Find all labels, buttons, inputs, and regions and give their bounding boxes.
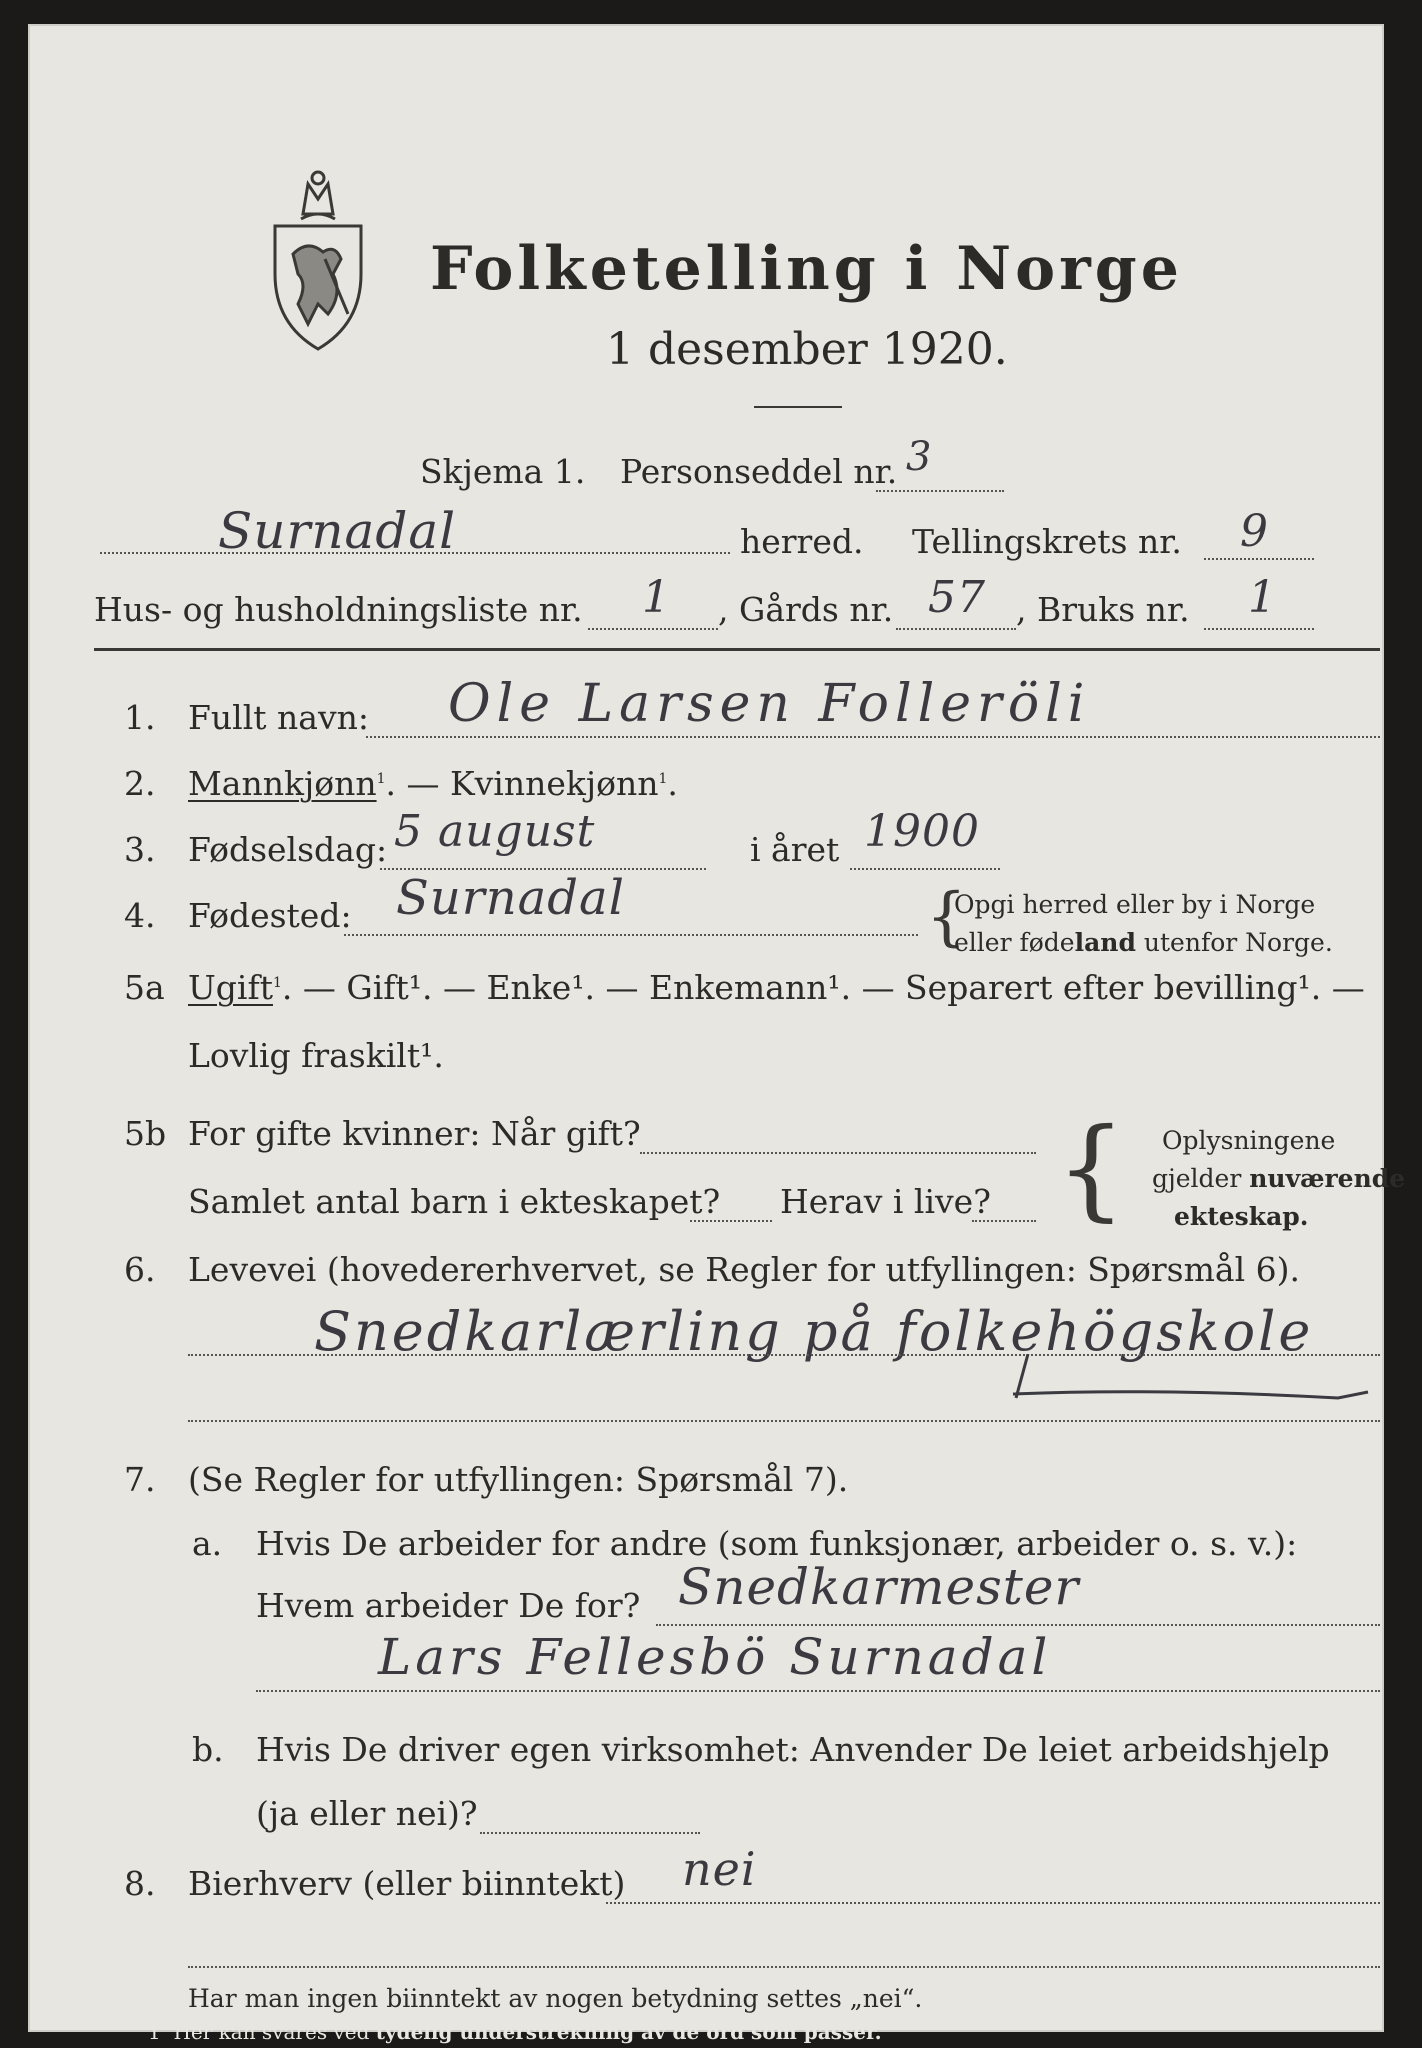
q5b-note-brace: { [1056, 1104, 1126, 1232]
q4-note-brace: { [926, 880, 967, 954]
header-rule [94, 648, 1380, 651]
q5b-line1 [640, 1152, 1036, 1154]
q7a-line1 [656, 1624, 1380, 1626]
hus-label: Hus- og husholdningsliste nr. [94, 590, 583, 629]
q7b-line [480, 1832, 700, 1834]
personseddel-line [876, 490, 1004, 492]
tellingskrets-value: 9 [1240, 506, 1269, 557]
q7-label: (Se Regler for utfyllingen: Spørsmål 7). [188, 1460, 849, 1499]
footnote-number: 1 [148, 2020, 161, 2044]
q2-separator: . — [385, 764, 450, 803]
q7a-number: a. [192, 1524, 223, 1563]
q5b-line2 [690, 1220, 772, 1222]
q4-value: Surnadal [396, 870, 625, 926]
q2-number: 2. [124, 764, 156, 803]
q4-note-line2 [954, 928, 1333, 957]
q5b-label2: Samlet antal barn i ekteskapet? [188, 1182, 721, 1221]
q3-number: 3. [124, 830, 156, 869]
q1-number: 1. [124, 698, 156, 737]
q3-year-line [850, 868, 1000, 870]
q5b-note2 [1152, 1164, 1405, 1193]
footnote [148, 2020, 882, 2044]
q6-value: Snedkarlærling på folkehögskole [314, 1300, 1314, 1363]
q8-line2 [188, 1966, 1380, 1968]
q5b-note3: ekteskap. [1174, 1202, 1309, 1231]
q5a-options: Ugift$^1$. — Gift¹. — Enke¹. — Enkemann¹. — Separert efter bevilling¹. — [188, 968, 1365, 1007]
census-form [28, 24, 1406, 2032]
bruks-value: 1 [1248, 572, 1277, 623]
q7b-number: b. [192, 1730, 224, 1769]
q4-number: 4. [124, 896, 156, 935]
q8-label: Bierhverv (eller biinntekt) [188, 1864, 626, 1903]
q8-line [606, 1902, 1380, 1904]
q6-label: Levevei (hovedererhvervet, se Regler for utfyllingen: Spørsmål 6). [188, 1250, 1300, 1289]
hus-value: 1 [642, 572, 671, 623]
q6-number: 6. [124, 1250, 156, 1289]
gards-label: , Gårds nr. [718, 590, 894, 629]
q2-end: . [667, 764, 678, 803]
q5b-line3 [972, 1220, 1036, 1222]
q8-number: 8. [124, 1864, 156, 1903]
hus-line [588, 628, 718, 630]
q5b-note1: Oplysningene [1162, 1126, 1336, 1155]
q7a-value2: Lars Fellesbö Surnadal [378, 1628, 1052, 1686]
q4-note-a: eller føde [954, 928, 1075, 957]
q5a-line2: Lovlig fraskilt¹. [188, 1036, 444, 1075]
footnote-text-a: Her kan svares ved [173, 2020, 376, 2044]
q7b-label: (ja eller nei)? [256, 1794, 478, 1833]
form-date: 1 desember 1920. [606, 324, 1008, 375]
q8-value: nei [682, 1842, 757, 1896]
footnote-text-b: tydelig understrekning av de ord som passer. [375, 2020, 882, 2044]
q1-label: Fullt navn: [188, 698, 369, 737]
herred-value: Surnadal [218, 502, 457, 560]
gards-line [896, 628, 1016, 630]
q5b-note2a: gjelder [1152, 1164, 1250, 1193]
q7a-value1: Snedkarmester [678, 1558, 1080, 1616]
bruks-label: , Bruks nr. [1016, 590, 1190, 629]
option-ugift: Ugift [188, 968, 273, 1007]
personseddel-value: 3 [906, 434, 933, 480]
q3-year-value: 1900 [864, 806, 980, 857]
q5b-number: 5b [124, 1114, 167, 1153]
footer-note: Har man ingen biinntekt av nogen betydning settes „nei“. [188, 1984, 923, 2013]
q5b-label3: Herav i live? [780, 1182, 991, 1221]
herred-label: herred. [740, 522, 864, 561]
personseddel-label: Personseddel nr. [620, 452, 898, 491]
q6-line2 [188, 1420, 1380, 1422]
q7a-label: Hvem arbeider De for? [256, 1586, 641, 1625]
q7-number: 7. [124, 1460, 156, 1499]
title-divider [754, 406, 842, 408]
q5a-number: 5a [124, 968, 165, 1007]
q1-line [366, 736, 1380, 738]
q1-value: Ole Larsen Folleröli [448, 674, 1091, 734]
q7b-text: Hvis De driver egen virksomhet: Anvender De leiet arbeidshjelp [256, 1730, 1330, 1769]
tellingskrets-label: Tellingskrets nr. [912, 522, 1182, 561]
gards-value: 57 [928, 572, 986, 623]
bruks-line [1204, 628, 1314, 630]
q6-pen-stroke [1008, 1354, 1388, 1404]
q4-label: Fødested: [188, 896, 352, 935]
q3-label: Fødselsdag: [188, 830, 388, 869]
q2-options: Mannkjønn$^1$. — Kvinnekjønn$^1$. [188, 764, 678, 803]
q4-note-line1: Opgi herred eller by i Norge [954, 890, 1316, 919]
q4-note-bold: land [1074, 928, 1136, 957]
q7a-text: Hvis De arbeider for andre (som funksjonær, arbeider o. s. v.): [256, 1524, 1298, 1563]
q5b-note2b: nuværende [1249, 1164, 1406, 1193]
q5a-rest: . — Gift¹. — Enke¹. — Enkemann¹. — Separert efter bevilling¹. — [281, 968, 1365, 1007]
q4-note-c: utenfor Norge. [1135, 928, 1333, 957]
q4-line [344, 934, 918, 936]
skjema-label: Skjema 1. [420, 452, 586, 491]
norwegian-coat-of-arms-icon [263, 164, 373, 354]
option-kvinnekjonn: Kvinnekjønn [449, 764, 659, 803]
tellingskrets-line [1204, 558, 1314, 560]
form-title: Folketelling i Norge [430, 234, 1183, 304]
q3-value: 5 august [394, 806, 596, 857]
q5b-label1: For gifte kvinner: Når gift? [188, 1114, 641, 1153]
option-mannkjonn: Mannkjønn [188, 764, 377, 803]
q3-year-label: i året [750, 830, 840, 869]
q7a-line2 [256, 1690, 1380, 1692]
